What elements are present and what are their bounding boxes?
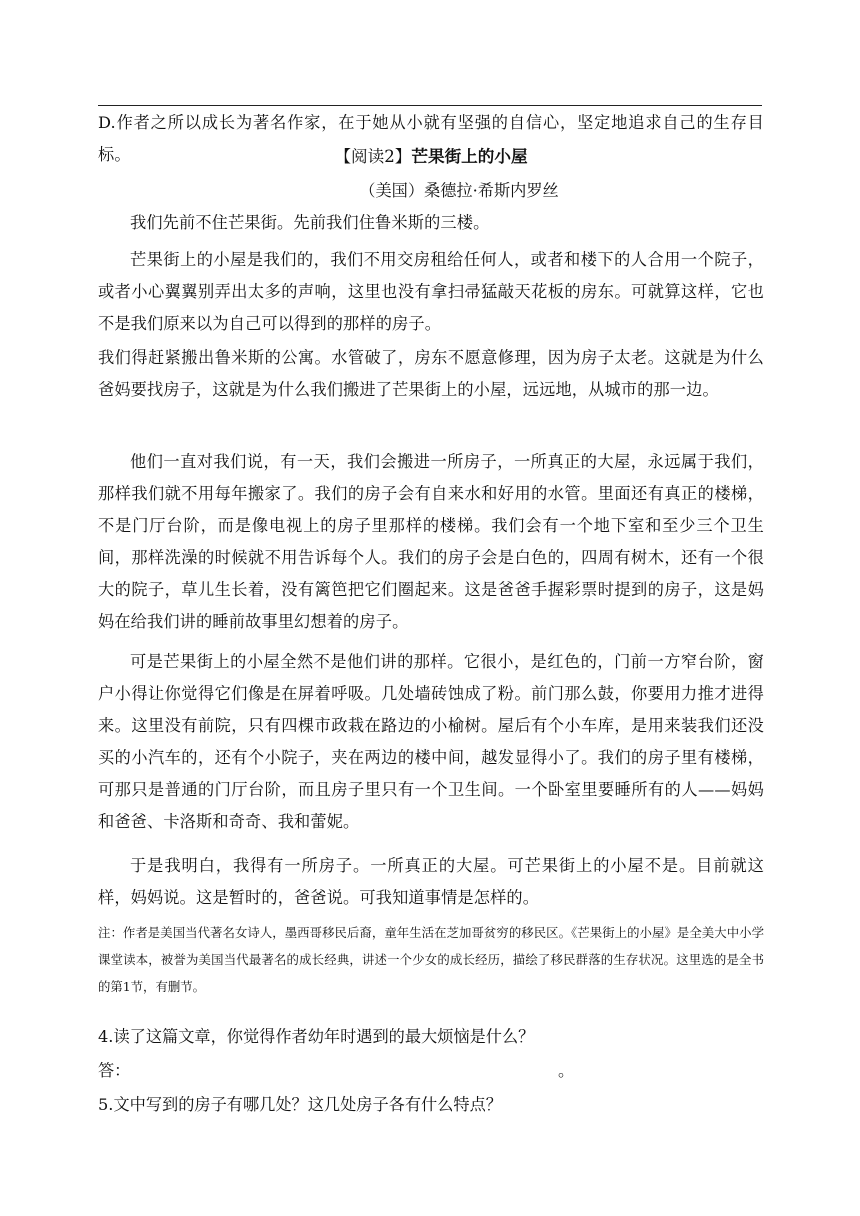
question-4-answer-line (98, 1055, 764, 1087)
paragraph-1: 我们先前不住芒果街。先前我们住鲁米斯的三楼。 (130, 213, 490, 232)
reading-title (98, 141, 764, 172)
reading-title-text: 芒果街上的小屋 (411, 146, 528, 166)
reading-author: （美国）桑德拉·希斯内罗丝 (359, 181, 559, 200)
paragraph-4: 他们一直对我们说，有一天，我们会搬进一所房子，一所真正的大屋，永远属于我们，那样我们就不用每年搬家了。我们的房子会有自来水和好用的水管。里面还有真正的楼梯，不是门厅台阶，而是像电视上的房子里那样的楼梯。我们会有一个地下室和至少三个卫生间，那样洗澡的时候就不用告诉每个人。我们的房子会是白色的，四周有树木，还有一个很大的院子，草儿生长着，没有篱笆把它们圈起来。这是爸爸手握彩票时提到的房子，这是妈妈在给我们讲的睡前故事里幻想着的房子。 (98, 452, 764, 631)
paragraph-2: 芒果街上的小屋是我们的，我们不用交房租给任何人，或者和楼下的人合用一个院子，或者小心翼翼别弄出太多的声响，这里也没有拿扫帚猛敲天花板的房东。可就算这样，它也不是我们原来以为自己可以得到的那样的房子。 (98, 250, 764, 333)
question-5: 5.文中写到的房子有哪几处？这几处房子各有什么特点？ (98, 1095, 502, 1114)
top-divider (98, 105, 762, 106)
paragraph-5: 可是芒果街上的小屋全然不是他们讲的那样。它很小，是红色的，门前一方窄台阶，窗户小得让你觉得它们像是在屏着呼吸。几处墙砖蚀成了粉。前门那么鼓，你要用力推才进得来。这里没有前院，只有四棵市政栽在路边的小榆树。屋后有个小车库，是用来装我们还没买的小汽车的，还有个小院子，夹在两边的楼中间，越发显得小了。我们的房子里有楼梯，可那只是普通的门厅台阶，而且房子里只有一个卫生间。一个卧室里要睡所有的人——妈妈和爸爸、卡洛斯和奇奇、我和蕾妮。 (98, 652, 764, 831)
author-note: 注：作者是美国当代著名女诗人，墨西哥移民后裔，童年生活在芝加哥贫穷的移民区。《芒果街上的小屋》是全美大中小学课堂读本，被誉为美国当代最著名的成长经典，讲述一个少女的成长经历，描绘了移民群落的生存状况。这里选的是全书的第1节，有删节。 (98, 925, 764, 994)
question-4: 4.读了这篇文章，你觉得作者幼年时遇到的最大烦恼是什么？ (98, 1027, 535, 1046)
option-d: D.作者之所以成长为著名作家，在于她从小就有坚强的自信心，坚定地追求自己的生存目标。 (98, 113, 764, 164)
answer-label: 答： (98, 1061, 131, 1080)
reading-tag: 【阅读2】 (334, 147, 412, 166)
paragraph-3: 我们得赶紧搬出鲁米斯的公寓。水管破了，房东不愿意修理，因为房子太老。这就是为什么爸妈要找房子，这就是为什么我们搬进了芒果街上的小屋，远远地，从城市的那一边。 (98, 348, 764, 399)
answer-end-mark: 。 (558, 1061, 575, 1080)
paragraph-6: 于是我明白，我得有一所房子。一所真正的大屋。可芒果街上的小屋不是。目前就这样，妈妈说。这是暂时的，爸爸说。可我知道事情是怎样的。 (98, 856, 764, 907)
